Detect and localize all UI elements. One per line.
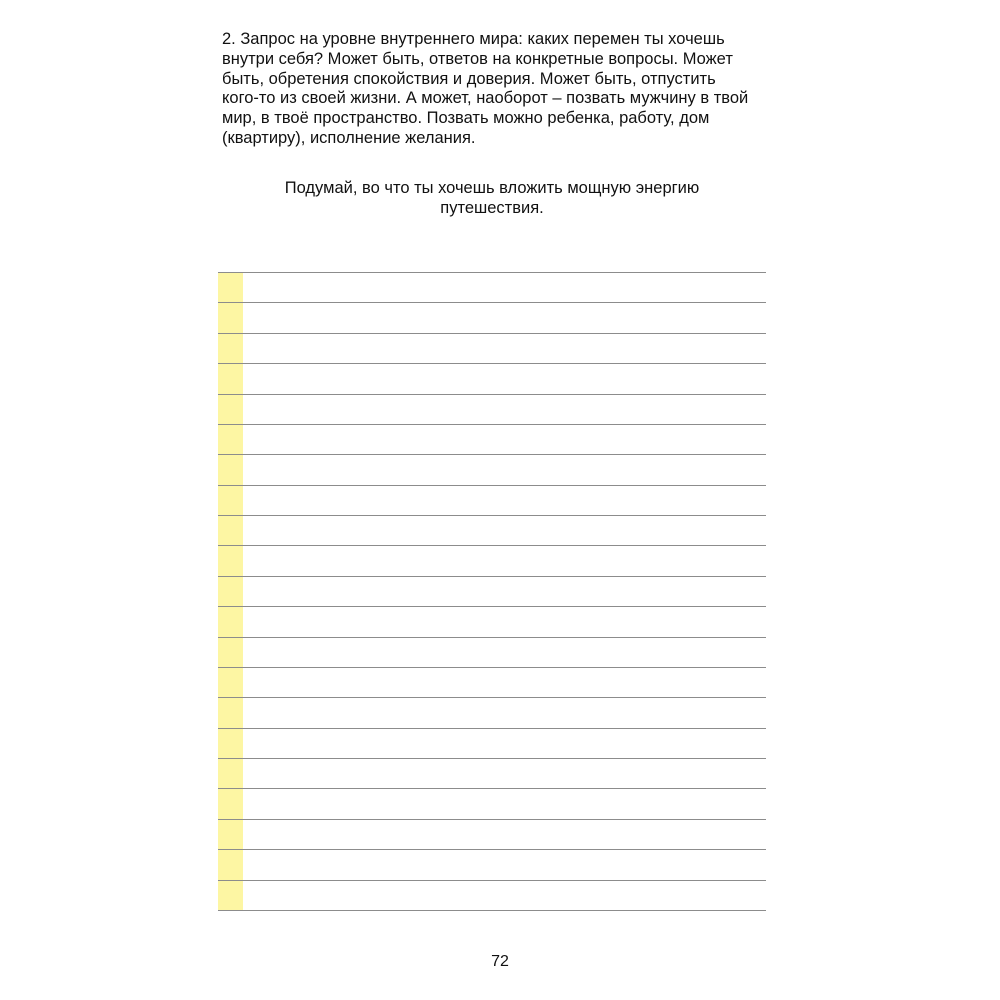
writing-rule-line — [218, 849, 766, 850]
writing-rule-line — [218, 788, 766, 789]
writing-rule-line — [218, 515, 766, 516]
writing-rule-line — [218, 333, 766, 334]
intro-line: быть, обретения спокойствия и доверия. Может быть, отпустить — [222, 69, 716, 88]
writing-rule-line — [218, 272, 766, 273]
writing-rule-line — [218, 697, 766, 698]
writing-rule-line — [218, 910, 766, 911]
lined-writing-area[interactable] — [218, 272, 766, 910]
intro-line: (квартиру), исполнение желания. — [222, 128, 476, 147]
intro-paragraph — [222, 30, 782, 149]
prompt-line: Подумай, во что ты хочешь вложить мощную энергию — [284, 179, 700, 197]
writing-rule-line — [218, 819, 766, 820]
intro-line: внутри себя? Может быть, ответов на конкретные вопросы. Может — [222, 49, 733, 68]
writing-rule-line — [218, 424, 766, 425]
yellow-margin-strip — [218, 272, 243, 910]
prompt-line: путешествия. — [440, 199, 544, 217]
writing-rule-line — [218, 758, 766, 759]
writing-rule-line — [218, 485, 766, 486]
page-number: 72 — [491, 953, 509, 970]
intro-line: кого-то из своей жизни. А может, наоборот – позвать мужчину в твой — [222, 89, 749, 108]
writing-rule-line — [218, 394, 766, 395]
intro-line: 2. Запрос на уровне внутреннего мира: каких перемен ты хочешь — [222, 30, 725, 48]
writing-rule-line — [218, 545, 766, 546]
writing-rule-line — [218, 667, 766, 668]
writing-rule-line — [218, 637, 766, 638]
writing-rule-line — [218, 728, 766, 729]
writing-rule-line — [218, 880, 766, 881]
writing-rule-line — [218, 606, 766, 607]
writing-rule-line — [218, 454, 766, 455]
intro-line: мир, в твоё пространство. Позвать можно ребенка, работу, дом — [222, 109, 710, 128]
reflection-prompt — [218, 178, 766, 218]
writing-rule-line — [218, 302, 766, 303]
writing-rule-line — [218, 576, 766, 577]
writing-rule-line — [218, 363, 766, 364]
